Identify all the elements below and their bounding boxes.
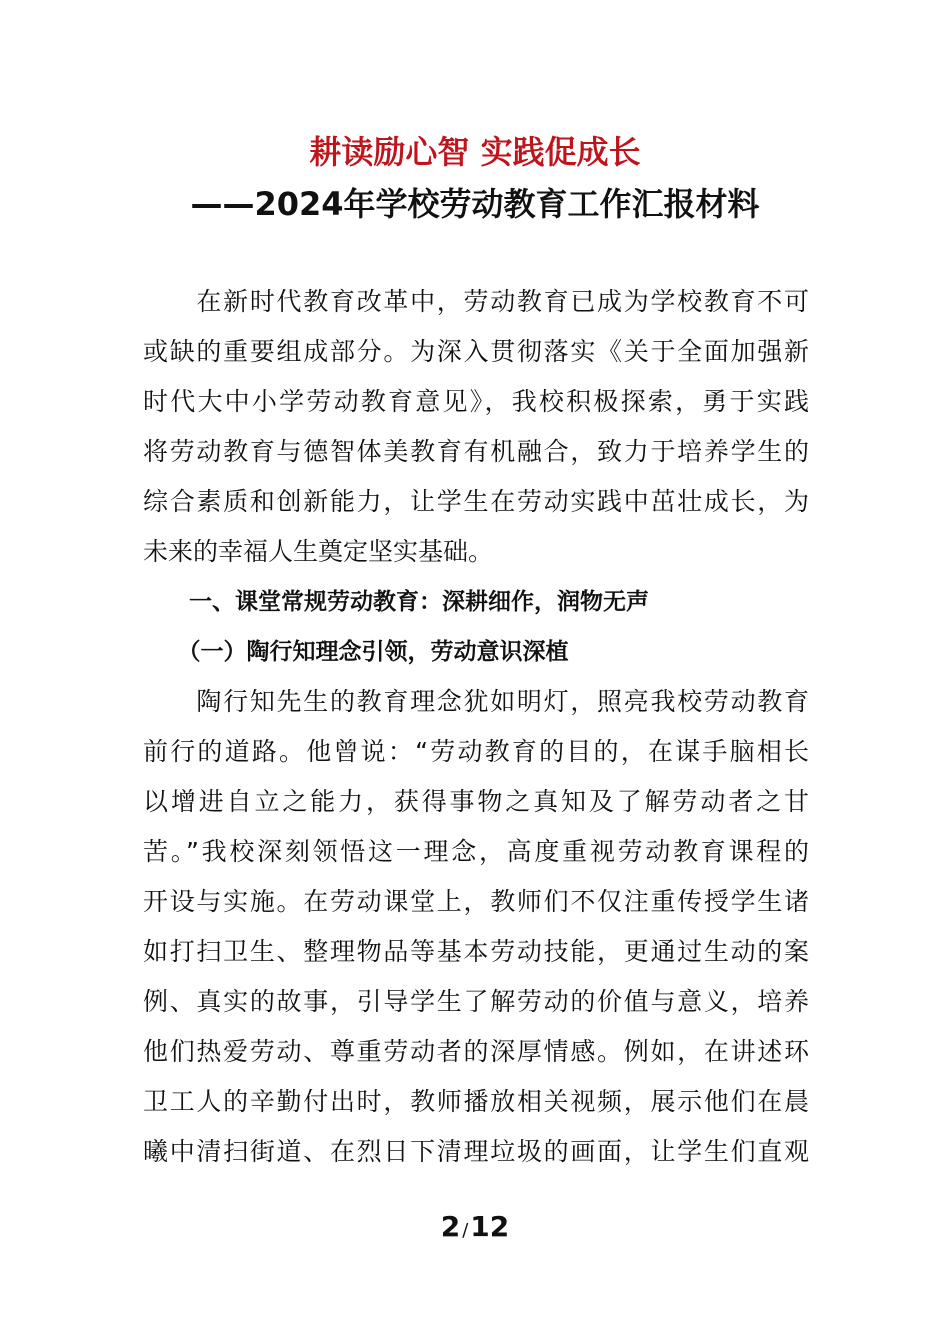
paragraph-line: 在新时代教育改革中，劳动教育已成为学校教育不可 [143,287,809,316]
paragraph-line: 时代大中小学劳动教育意见》，我校积极探索，勇于实践 [143,387,809,416]
paragraph-line: 曦中清扫街道、在烈日下清理垃圾的画面，让学生们直观 [143,1137,809,1166]
paragraph-line: 将劳动教育与德智体美教育有机融合，致力于培养学生的 [143,437,809,466]
paragraph-line: 苦。”我校深刻领悟这一理念，高度重视劳动教育课程的 [143,837,809,866]
document-subtitle: ——2024年学校劳动教育工作汇报材料 [190,185,760,223]
page-current: 2 [440,1210,461,1243]
paragraph-line: 开设与实施。在劳动课堂上，教师们不仅注重传授学生诸 [143,887,809,916]
page-separator: / [462,1220,469,1241]
paragraph-line: 陶行知先生的教育理念犹如明灯，照亮我校劳动教育 [143,687,809,716]
paragraph-line: 如打扫卫生、整理物品等基本劳动技能，更通过生动的案 [143,937,809,966]
section-heading: 一、课堂常规劳动教育：深耕细作，润物无声 [143,589,649,615]
paragraph-line: 未来的幸福人生奠定坚实基础。 [143,537,494,566]
paragraph-line: 卫工人的辛勤付出时，教师播放相关视频，展示他们在晨 [143,1087,809,1116]
document-body [143,277,809,1177]
subsection-heading: （一）陶行知理念引领，劳动意识深植 [143,639,569,665]
paragraph-line: 以增进自立之能力，获得事物之真知及了解劳动者之甘 [143,787,809,816]
paragraph-line: 或缺的重要组成部分。为深入贯彻落实《关于全面加强新 [143,337,809,366]
body-paragraph [143,677,809,1177]
intro-paragraph [143,277,809,577]
paragraph-line: 前行的道路。他曾说：“劳动教育的目的，在谋手脑相长 [143,737,809,766]
paragraph-line: 综合素质和创新能力，让学生在劳动实践中茁壮成长，为 [143,487,809,516]
paragraph-line: 例、真实的故事，引导学生了解劳动的价值与意义，培养 [143,987,809,1016]
paragraph-line: 他们热爱劳动、尊重劳动者的深厚情感。例如，在讲述环 [143,1037,809,1066]
document-title: 耕读励心智 实践促成长 [309,133,641,171]
page-number [0,1207,950,1251]
page-total: 12 [470,1210,510,1243]
